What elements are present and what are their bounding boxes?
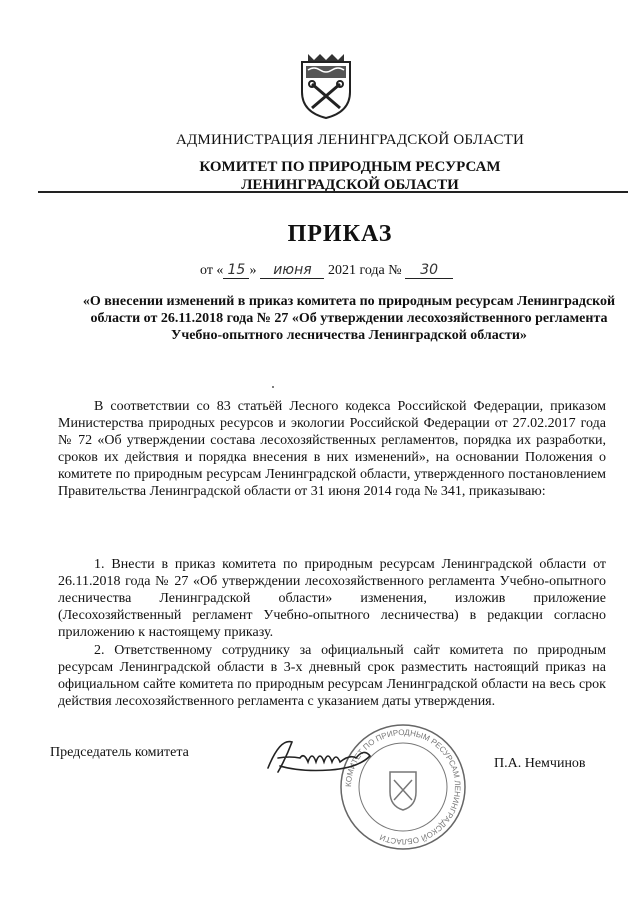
order-day: 15 (223, 262, 249, 279)
number-sign: № (388, 263, 402, 278)
order-title: ПРИКАЗ (287, 221, 393, 247)
stamp-text: КОМИТЕТ ПО ПРИРОДНЫМ РЕСУРСАМ ЛЕНИНГРАДСКОЙ ОБЛАСТИ (343, 727, 463, 847)
scan-speck (272, 386, 274, 388)
order-number: 30 (405, 262, 453, 279)
committee-name (150, 158, 550, 194)
signatory-name: П.А. Немчинов (494, 756, 586, 771)
item-1-paragraph: 1. Внести в приказ комитета по природным ресурсам Ленинградской области от 26.11.2018 года № 27 «Об утверждении лесохозяйственного регламента Учебно-опытного лесничества Ленинградской области» изменения, изложив приложение (Лесохозяйственный регламент Учебно-опытного лесничества) в редакции согласно приложению к настоящему приказу. (58, 557, 606, 640)
handwritten-signature (260, 728, 390, 788)
administration-name: АДМИНИСТРАЦИЯ ЛЕНИНГРАДСКОЙ ОБЛАСТИ (175, 132, 525, 148)
order-subject: «О внесении изменений в приказ комитета по природным ресурсам Ленинградской области от 26.11.2018 года № 27 «Об утверждении лесохозяйственного регламента Учебно-опытного лесничества Ленинградской области» (82, 294, 616, 343)
item-2-paragraph: 2. Ответственному сотруднику за официальный сайт комитета по природным ресурсам Ленинградской области в 3-х дневный срок разместить настоящий приказ на официальном сайте комитета по природным ресурсам Ленинградской области на весь срок действия лесохозяйственного регламента с указанием даты утверждения. (58, 643, 606, 709)
coat-of-arms-icon (298, 52, 354, 120)
header-divider (38, 191, 628, 193)
order-year: 2021 года (327, 263, 385, 278)
signatory-title: Председатель комитета (50, 745, 189, 760)
order-date-line: от « 15 » июня 2021 года № 30 (200, 262, 530, 279)
basis-paragraph: В соответствии со 83 статьёй Лесного кодекса Российской Федерации, приказом Министерства природных ресурсов и экологии Российской Федерации от 27.02.2017 года № 72 «Об утверждении состава лесохозяйственных регламентов, порядка их разработки, сроков их действия и порядка внесения в них изменений», на основании Положения о комитете по природным ресурсам Ленинградской области, утвержденного постановлением Правительства Ленинградской области от 31 июня 2014 года № 341, приказываю: (58, 399, 606, 499)
committee-line-2: ЛЕНИНГРАДСКОЙ ОБЛАСТИ (241, 177, 459, 193)
committee-line-1: КОМИТЕТ ПО ПРИРОДНЫМ РЕСУРСАМ (199, 159, 501, 175)
order-month: июня (260, 262, 324, 279)
date-prefix: от « (200, 263, 224, 278)
